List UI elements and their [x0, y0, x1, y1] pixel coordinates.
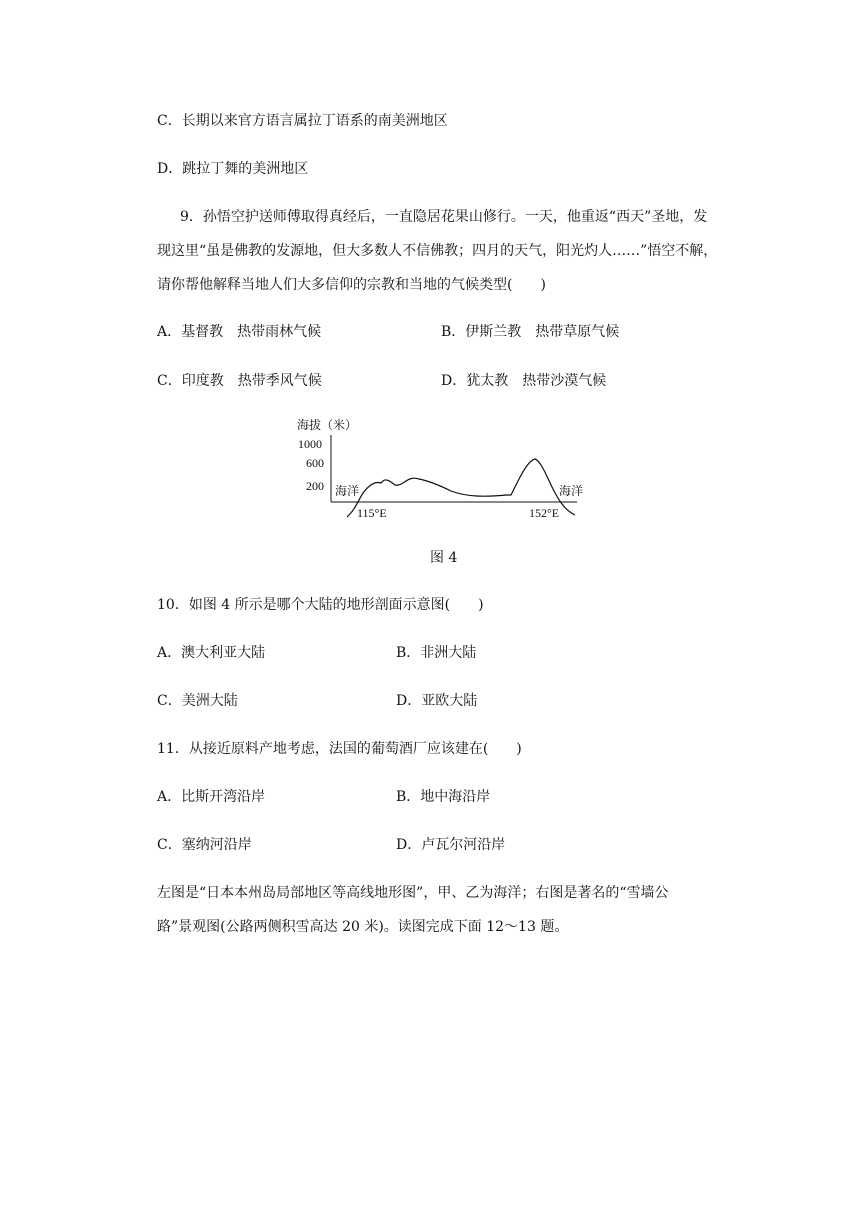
q9-stem-line1: 9．孙悟空护送师傅取得真经后，一直隐居花果山修行。一天，他重返“西天”圣地，发: [180, 209, 708, 225]
figure-4-terrain-profile: [295, 405, 595, 530]
longitude-right-label: 152°E: [529, 506, 560, 520]
q11-option-c: C．塞纳河沿岸: [157, 837, 252, 853]
q9-stem-line3: 请你帮他解释当地人们大多信仰的宗教和当地的气候类型( ): [157, 277, 546, 293]
y-tick-600: 600: [306, 456, 324, 470]
q9-option-d: D．犹太教 热带沙漠气候: [441, 373, 607, 389]
figure-4-caption: 图 4: [430, 550, 458, 566]
q10-option-c: C．美洲大陆: [157, 693, 238, 709]
q10-option-b: B．非洲大陆: [396, 645, 477, 661]
y-tick-200: 200: [306, 479, 324, 493]
ocean-right-label: 海洋: [559, 484, 584, 498]
intro-12-13-line1: 左图是“日本本州岛局部地区等高线地形图”，甲、乙为海洋；右图是著名的“雪墙公: [157, 885, 669, 901]
y-tick-1000: 1000: [298, 437, 322, 451]
q8-option-d: D．跳拉丁舞的美洲地区: [157, 161, 309, 177]
terrain-profile-svg: [295, 405, 595, 530]
q8-option-c: C．长期以来官方语言属拉丁语系的南美洲地区: [157, 113, 448, 129]
ocean-left-label: 海洋: [335, 484, 360, 498]
q9-option-b: B．伊斯兰教 热带草原气候: [441, 324, 620, 340]
q9-option-a: A．基督教 热带雨林气候: [157, 324, 322, 340]
q11-option-b: B．地中海沿岸: [396, 789, 491, 805]
y-axis-label: 海拔（米）: [297, 418, 358, 432]
q9-stem-line2: 现这里“虽是佛教的发源地，但大多数人不信佛教；四月的天气，阳光灼人……”悟空不解，: [157, 243, 718, 259]
q10-option-a: A．澳大利亚大陆: [157, 645, 266, 661]
q10-stem: 10．如图 4 所示是哪个大陆的地形剖面示意图( ): [157, 597, 484, 613]
q9-option-c: C．印度教 热带季风气候: [157, 373, 322, 389]
longitude-left-label: 115°E: [357, 506, 387, 520]
intro-12-13-line2: 路”景观图(公路两侧积雪高达 20 米)。读图完成下面 12～13 题。: [157, 919, 569, 935]
q11-stem: 11．从接近原料产地考虑，法国的葡萄酒厂应该建在( ): [157, 741, 522, 757]
q11-option-d: D．卢瓦尔河沿岸: [396, 837, 506, 853]
q10-option-d: D．亚欧大陆: [396, 693, 478, 709]
q11-option-a: A．比斯开湾沿岸: [157, 789, 266, 805]
